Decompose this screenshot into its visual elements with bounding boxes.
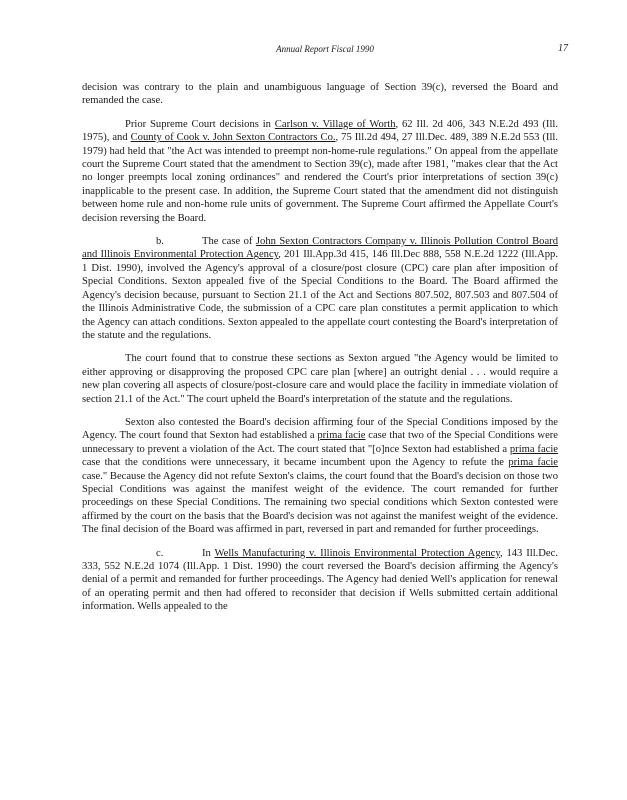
text-run: , 143 Ill.Dec. 333, 552 N.E.2d 1074 (Ill.App. 1 Dist. 1990) the court reversed the Board's decision affirming the Agency's denial of a permit and remanded for further proceedings. The Agency had denied Well's application for renewal of an operating permit and then had offered to reconsider that decision if Wells submitted certain additional information. Wells appealed to the [82,547,558,613]
case-citation: prima facie [508,457,558,469]
case-citation: Carlson v. Village of Worth [274,118,396,130]
case-citation: County of Cook v. John Sexton Contractors Co. [130,132,336,144]
paragraph [82,416,558,537]
text-run: In [202,547,215,559]
paragraph [82,81,558,108]
text-run: , 201 Ill.App.3d 415, 146 Ill.Dec 888, 558 N.E.2d 1222 (Ill.App. 1 Dist. 1990), involved the Agency's approval of a closure/post closure (CPC) care plan after imposition of Special Conditions. Sexton appealed five of the Special Conditions to the Board. The Board affirmed the Agency's decision because, pursuant to Section 21.1 of the Act and Sections 807.502, 807.503 and 807.504 of the Illinois Administrative Code, the submission of a CPC care plan constitutes a permit application to which the Agency can attach conditions. Sexton appealed to the appellate court contesting the Board's interpretation of the statute and the regulations. [82,249,558,341]
text-run: Sexton also contested the Board's decision affirming four of the Special Conditions imposed by the Agency. The court found that Sexton had established a [82,416,558,442]
text-run: case that the conditions were unnecessary, it became incumbent upon the Agency to refute the [82,457,509,469]
text-run: decision was contrary to the plain and unambiguous language of Section 39(c), reversed the Board and remanded the case. [82,82,558,107]
page-header [82,44,568,58]
text-run: case." Because the Agency did not refute Sexton's claims, the court found that the Board's decision on those two Special Conditions was against the manifest weight of the evidence. The court remanded for further proceedings on these Special Conditions. The remaining two special conditions which Sexton contested were affirmed by the court on the basis that the Board's decision was not against the manifest weight of the evidence. The final decision of the Board was affirmed in part, reversed in part and remanded for further proceedings. [82,470,558,536]
text-run: , 62 Ill. 2d 406, 343 N.E.2d 493 (Ill. 1975), and [82,118,558,144]
text-run: , 75 Ill.2d 494, 27 Ill.Dec. 489, 389 N.E.2d 553 (Ill. 1979) had held that "the Act was intended to preempt non-home-rule regulations." On appeal from the appellate court the Supreme Court stated that the amendment to Section 39(c), made after 1981, "makes clear that the Act no longer preempts local zoning ordinances" and rendered the Court's prior interpretations of section 39(c) inapplicable to the present case. In addition, the Supreme Court stated that the amendment did not distinguish between home rule and non-home rule units of government. The Supreme Court affirmed the Appellate Court's decision reversing the Board. [82,132,558,224]
text-run: Prior Supreme Court decisions in [125,118,275,130]
text-run: case that two of the Special Conditions were unnecessary to prevent a violation of the Act. The court stated that "[o]nce Sexton had established a [82,430,558,455]
case-citation: Wells Manufacturing v. Illinois Environmental Protection Agency [214,547,500,559]
paragraph-label: c. [156,547,164,559]
page-number: 17 [558,43,568,54]
text-run: The case of [202,236,256,248]
header-title: Annual Report Fiscal 1990 [276,44,374,54]
paragraph [82,547,558,614]
paragraph [82,352,558,406]
case-citation: prima facie [509,443,558,455]
case-citation: prima facie [317,430,366,442]
paragraph [82,118,558,225]
document-body [82,81,558,624]
case-citation: John Sexton Contractors Company v. Illinois Pollution Control Board and Illinois Environmental Protection Agency [82,236,559,261]
paragraph [82,235,558,342]
text-run: The court found that to construe these sections as Sexton argued "the Agency would be limited to either approving or disapproving the proposed CPC care plan [where] an outright denial . . . would require a new plan covering all aspects of closure/post-closure care and would place the facility in immediate violation of section 21.1 of the Act." The court upheld the Board's interpretation of the statute and the regulations. [82,353,558,405]
paragraph-label: b. [156,236,164,248]
